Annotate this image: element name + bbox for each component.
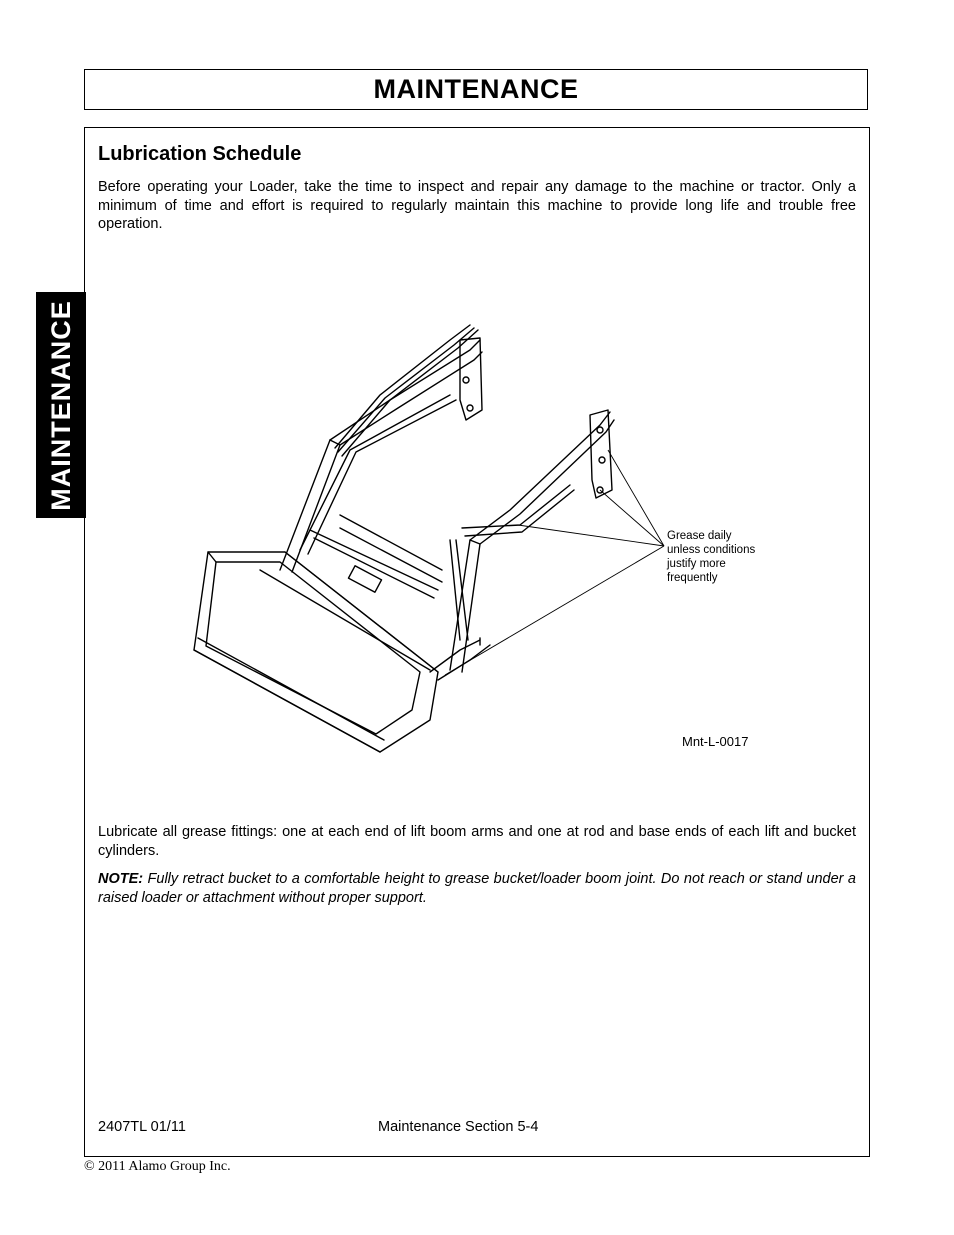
- copyright-notice: © 2011 Alamo Group Inc.: [84, 1159, 231, 1174]
- footer-section-page: Maintenance Section 5-4: [378, 1119, 539, 1135]
- section-title: Lubrication Schedule: [98, 143, 302, 165]
- callout-line-4: frequently: [667, 572, 718, 584]
- callout-line-1: Grease daily: [667, 530, 732, 542]
- side-tab: [36, 292, 86, 518]
- note-paragraph: [98, 870, 856, 907]
- figure-id: Mnt-L-0017: [682, 734, 749, 749]
- callout-line-2: unless conditions: [667, 544, 756, 556]
- footer-model-date: 2407TL 01/11: [98, 1119, 186, 1135]
- loader-drawing: [180, 300, 780, 770]
- note-text: Fully retract bucket to a comfortable height to grease bucket/loader boom joint. Do not reach or stand under a raised loader or attachment without proper support.: [98, 871, 856, 906]
- side-tab-label: MAINTENANCE: [45, 299, 76, 511]
- callout-line-3: justify more: [667, 558, 726, 570]
- loader-lubrication-figure: [180, 300, 780, 770]
- note-label: NOTE:: [98, 871, 144, 887]
- intro-paragraph: Before operating your Loader, take the time to inspect and repair any damage to the machine or tractor. Only a minimum of time and effort is required to regularly maintain this machine to provide long life and trouble free operation.: [98, 179, 856, 232]
- lubricate-paragraph: Lubricate all grease fittings: one at each end of lift boom arms and one at rod and base ends of each lift and bucket cylinders.: [98, 824, 856, 859]
- page-header-title: MAINTENANCE: [373, 74, 579, 104]
- header-box: [84, 69, 868, 110]
